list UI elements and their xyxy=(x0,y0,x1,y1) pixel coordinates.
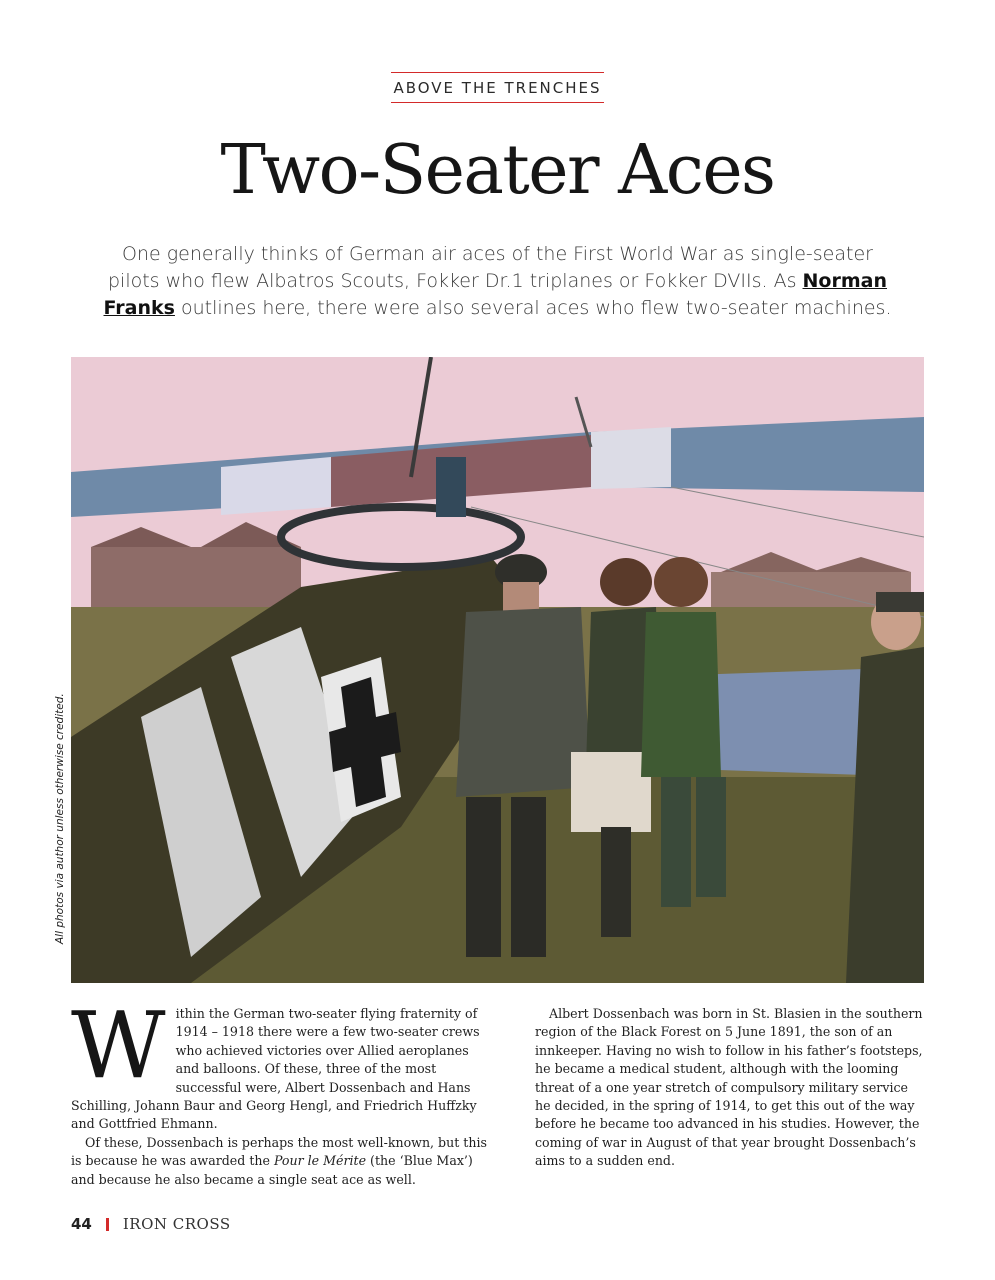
kicker-label: ABOVE THE TRENCHES xyxy=(391,72,603,103)
section-kicker xyxy=(0,72,995,103)
paragraph-text: (the ‘Blue Max’) and because he also became a single seat ace as well. xyxy=(71,1153,473,1187)
photo-credit: All photos via author unless otherwise credited. xyxy=(54,693,66,944)
paragraph-text: Of these, Dossenbach is perhaps the most well-known, but this is because he was awarded the xyxy=(71,1134,487,1169)
author-name: Norman Franks xyxy=(103,270,888,319)
paragraph-text: ithin the German two-seater flying fraternity of 1914 – 1918 there were a few two-seater crews who achieved victories over Allied aeroplanes and balloons. Of these, three of the most successful were, Albert Dossenbach and Hans Schilling, Johann Baur and Georg Hengl, and Friedrich Huffzky and Gottfried Ehmann. xyxy=(71,1006,480,1132)
standfirst-text-after: outlines here, there were also several aces who flew two-seater machines. xyxy=(174,297,892,319)
drop-cap: W xyxy=(71,992,166,1099)
footer-divider xyxy=(106,1218,109,1231)
paragraph xyxy=(71,992,489,1134)
standfirst-text-before: One generally thinks of German air aces of the First World War as single-seater pilots who flew Albatros Scouts, Fokker Dr.1 triplanes or Fokker DVIIs. As xyxy=(107,243,873,292)
paragraph xyxy=(71,1134,489,1189)
lead-photo xyxy=(71,357,924,983)
article-title: Two-Seater Aces xyxy=(220,131,775,210)
paragraph: Albert Dossenbach was born in St. Blasien in the southern region of the Black Forest on 5 June 1891, the son of an innkeeper. Having no wish to follow in his father’s footsteps, he became a medical student, although with the looming threat of a one year stretch of compulsory military service he decided, in the spring of 1914, to get this out of the way before he became too advanced in his studies. However, the coming of war in August of that year brought Dossenbach’s aims to a sudden end. xyxy=(535,1006,923,1169)
page-number: 44 xyxy=(71,1215,92,1233)
magazine-name: IRON CROSS xyxy=(122,1215,231,1233)
page-footer xyxy=(71,1215,231,1233)
biplane-photo-illustration xyxy=(71,357,924,983)
italic-term: Pour le Mérite xyxy=(273,1153,367,1169)
body-column-2 xyxy=(535,1005,925,1171)
standfirst xyxy=(95,241,900,322)
body-column-1 xyxy=(71,992,489,1189)
